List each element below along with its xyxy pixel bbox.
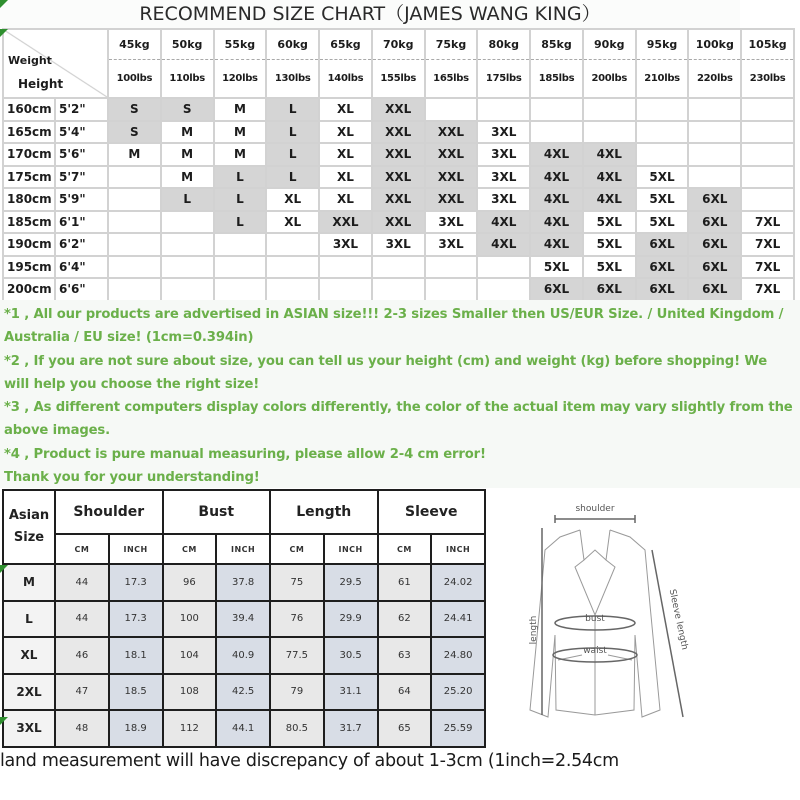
- inch-value-cell: 18.9: [109, 710, 163, 747]
- size-cell: 5XL: [530, 256, 583, 279]
- size-cell: [741, 166, 794, 189]
- size-label-cell: XL: [3, 637, 55, 674]
- measurement-row: [3, 637, 485, 674]
- note-3: *3 , As different computers display colors differently, the color of the actual item may vary slightly from the above images.: [4, 400, 793, 439]
- size-cell: 6XL: [530, 278, 583, 301]
- weight-kg-header: 60kg: [266, 29, 319, 59]
- jacket-measurement-diagram: [500, 495, 690, 735]
- size-cell: 4XL: [477, 233, 530, 256]
- size-cell: M: [108, 143, 161, 166]
- size-chart-row: [3, 233, 794, 256]
- cm-value-cell: 44: [55, 564, 109, 601]
- weight-lbs-header: 130lbs: [266, 59, 319, 98]
- size-cell: 6XL: [688, 278, 741, 301]
- asian-size-header: Asian Size: [3, 490, 55, 564]
- height-ft-cell: 6'4": [55, 256, 108, 279]
- size-cell: XXL: [372, 188, 425, 211]
- corner-mark-icon: [0, 565, 8, 573]
- cm-value-cell: 76: [270, 601, 324, 638]
- length-header: Length: [270, 490, 378, 534]
- inch-value-cell: 25.20: [431, 674, 485, 711]
- unit-inch-header: INCH: [109, 534, 163, 564]
- inch-value-cell: 31.7: [324, 710, 378, 747]
- size-cell: L: [266, 166, 319, 189]
- size-cell: 5XL: [636, 211, 689, 234]
- height-cm-cell: 195cm: [3, 256, 55, 279]
- inch-value-cell: 25.59: [431, 710, 485, 747]
- inch-value-cell: 17.3: [109, 564, 163, 601]
- size-cell: [688, 143, 741, 166]
- size-cell: 3XL: [319, 233, 372, 256]
- inch-value-cell: 29.9: [324, 601, 378, 638]
- jacket-outline-icon: [500, 495, 690, 735]
- size-cell: XXL: [425, 143, 478, 166]
- note-1: *1 , All our products are advertised in ASIAN size!!! 2-3 sizes Smaller then US/EUR Size. / United Kingdom / Australia / EU size! (1cm=0.394in): [4, 307, 784, 346]
- weight-lbs-header-row: [3, 59, 794, 98]
- chart-title: RECOMMEND SIZE CHART（JAMES WANG KING）: [0, 0, 740, 28]
- size-cell: XXL: [425, 121, 478, 144]
- size-cell: [108, 233, 161, 256]
- size-cell: XXL: [372, 166, 425, 189]
- inch-value-cell: 18.5: [109, 674, 163, 711]
- size-cell: [108, 256, 161, 279]
- inch-value-cell: 30.5: [324, 637, 378, 674]
- weight-kg-header: 80kg: [477, 29, 530, 59]
- weight-kg-header: 45kg: [108, 29, 161, 59]
- size-chart-row: [3, 278, 794, 301]
- size-cell: [741, 98, 794, 121]
- size-cell: XL: [319, 143, 372, 166]
- size-cell: L: [266, 98, 319, 121]
- size-cell: 6XL: [688, 188, 741, 211]
- size-cell: 7XL: [741, 211, 794, 234]
- cm-value-cell: 96: [163, 564, 217, 601]
- cm-value-cell: 61: [378, 564, 432, 601]
- measurement-row: [3, 601, 485, 638]
- cm-value-cell: 47: [55, 674, 109, 711]
- size-cell: XL: [319, 121, 372, 144]
- size-cell: [530, 121, 583, 144]
- size-cell: 4XL: [530, 233, 583, 256]
- size-cell: S: [161, 98, 214, 121]
- size-cell: 6XL: [688, 233, 741, 256]
- length-label: length: [529, 615, 539, 645]
- cm-value-cell: 75: [270, 564, 324, 601]
- size-cell: [266, 278, 319, 301]
- weight-kg-header: 50kg: [161, 29, 214, 59]
- weight-kg-header: 65kg: [319, 29, 372, 59]
- weight-kg-header: 75kg: [425, 29, 478, 59]
- size-cell: 5XL: [636, 188, 689, 211]
- size-cell: 3XL: [425, 211, 478, 234]
- inch-value-cell: 44.1: [216, 710, 270, 747]
- size-cell: [372, 278, 425, 301]
- size-cell: L: [214, 166, 267, 189]
- measurement-row: [3, 710, 485, 747]
- size-chart-table: [2, 28, 795, 302]
- weight-height-corner-cell: [3, 29, 108, 98]
- size-cell: [108, 211, 161, 234]
- measurement-group-header-row: [3, 490, 485, 534]
- size-cell: M: [161, 166, 214, 189]
- size-cell: 3XL: [477, 143, 530, 166]
- measurement-row: [3, 674, 485, 711]
- inch-value-cell: 17.3: [109, 601, 163, 638]
- size-cell: M: [214, 143, 267, 166]
- cm-value-cell: 104: [163, 637, 217, 674]
- size-cell: L: [214, 211, 267, 234]
- size-chart-row: [3, 143, 794, 166]
- height-ft-cell: 6'1": [55, 211, 108, 234]
- weight-lbs-header: 185lbs: [530, 59, 583, 98]
- size-cell: 4XL: [583, 188, 636, 211]
- height-cm-cell: 190cm: [3, 233, 55, 256]
- size-cell: 3XL: [477, 121, 530, 144]
- size-cell: XL: [266, 211, 319, 234]
- size-cell: M: [214, 121, 267, 144]
- cm-value-cell: 46: [55, 637, 109, 674]
- size-cell: L: [266, 143, 319, 166]
- size-cell: [319, 278, 372, 301]
- inch-value-cell: 39.4: [216, 601, 270, 638]
- size-cell: [425, 98, 478, 121]
- weight-lbs-header: 220lbs: [688, 59, 741, 98]
- size-cell: 6XL: [688, 211, 741, 234]
- height-cm-cell: 160cm: [3, 98, 55, 121]
- size-chart-row: [3, 211, 794, 234]
- unit-cm-header: CM: [378, 534, 432, 564]
- size-cell: [583, 98, 636, 121]
- size-cell: [161, 233, 214, 256]
- size-chart-row: [3, 188, 794, 211]
- cm-value-cell: 65: [378, 710, 432, 747]
- weight-lbs-header: 230lbs: [741, 59, 794, 98]
- height-cm-cell: 175cm: [3, 166, 55, 189]
- inch-value-cell: 31.1: [324, 674, 378, 711]
- height-ft-cell: 5'6": [55, 143, 108, 166]
- size-cell: [108, 188, 161, 211]
- cm-value-cell: 77.5: [270, 637, 324, 674]
- corner-mark-icon: [0, 717, 8, 725]
- size-cell: [477, 256, 530, 279]
- size-cell: [477, 98, 530, 121]
- weight-lbs-header: 120lbs: [214, 59, 267, 98]
- size-cell: [214, 256, 267, 279]
- height-cm-cell: 180cm: [3, 188, 55, 211]
- inch-value-cell: 40.9: [216, 637, 270, 674]
- cm-value-cell: 108: [163, 674, 217, 711]
- size-cell: M: [214, 98, 267, 121]
- size-chart-row: [3, 121, 794, 144]
- size-cell: [319, 256, 372, 279]
- size-cell: 4XL: [530, 188, 583, 211]
- size-cell: 6XL: [583, 278, 636, 301]
- size-cell: 3XL: [425, 233, 478, 256]
- size-cell: S: [108, 121, 161, 144]
- size-label-cell: M: [3, 564, 55, 601]
- weight-kg-header: 70kg: [372, 29, 425, 59]
- weight-lbs-header: 155lbs: [372, 59, 425, 98]
- cm-value-cell: 63: [378, 637, 432, 674]
- height-cm-cell: 165cm: [3, 121, 55, 144]
- size-cell: XXL: [372, 143, 425, 166]
- inch-value-cell: 37.8: [216, 564, 270, 601]
- height-ft-cell: 5'9": [55, 188, 108, 211]
- size-cell: 4XL: [530, 211, 583, 234]
- size-cell: 6XL: [636, 256, 689, 279]
- size-cell: [108, 278, 161, 301]
- waist-label: waist: [583, 646, 607, 656]
- size-cell: [636, 143, 689, 166]
- unit-cm-header: CM: [163, 534, 217, 564]
- size-chart-row: [3, 166, 794, 189]
- size-cell: [425, 256, 478, 279]
- weight-kg-header: 85kg: [530, 29, 583, 59]
- size-cell: [214, 233, 267, 256]
- size-cell: [688, 121, 741, 144]
- size-cell: [425, 278, 478, 301]
- notes-section: [0, 300, 800, 488]
- size-cell: 5XL: [583, 211, 636, 234]
- unit-cm-header: CM: [270, 534, 324, 564]
- measurement-unit-header-row: [3, 534, 485, 564]
- size-cell: [636, 121, 689, 144]
- cm-value-cell: 48: [55, 710, 109, 747]
- height-cm-cell: 170cm: [3, 143, 55, 166]
- unit-inch-header: INCH: [431, 534, 485, 564]
- size-cell: 7XL: [741, 278, 794, 301]
- size-cell: 5XL: [636, 166, 689, 189]
- bust-label: bust: [585, 614, 605, 624]
- size-cell: [741, 121, 794, 144]
- size-label-cell: L: [3, 601, 55, 638]
- size-cell: 5XL: [583, 233, 636, 256]
- size-cell: [530, 98, 583, 121]
- size-cell: [266, 256, 319, 279]
- weight-lbs-header: 210lbs: [636, 59, 689, 98]
- size-cell: [583, 121, 636, 144]
- size-cell: M: [161, 121, 214, 144]
- weight-kg-header: 100kg: [688, 29, 741, 59]
- cm-value-cell: 62: [378, 601, 432, 638]
- size-cell: 6XL: [636, 278, 689, 301]
- weight-lbs-header: 200lbs: [583, 59, 636, 98]
- title-background-strip: [742, 0, 800, 28]
- size-cell: XXL: [372, 121, 425, 144]
- size-cell: L: [161, 188, 214, 211]
- size-cell: 3XL: [372, 233, 425, 256]
- size-chart-row: [3, 256, 794, 279]
- size-cell: 4XL: [530, 143, 583, 166]
- height-ft-cell: 5'2": [55, 98, 108, 121]
- inch-value-cell: 18.1: [109, 637, 163, 674]
- cm-value-cell: 80.5: [270, 710, 324, 747]
- size-cell: [372, 256, 425, 279]
- note-4: *4 , Product is pure manual measuring, please allow 2-4 cm error!: [4, 446, 486, 462]
- size-cell: M: [161, 143, 214, 166]
- size-cell: L: [266, 121, 319, 144]
- measurement-table: [2, 489, 486, 748]
- unit-cm-header: CM: [55, 534, 109, 564]
- size-cell: [477, 278, 530, 301]
- inch-value-cell: 24.80: [431, 637, 485, 674]
- shoulder-label: shoulder: [575, 504, 615, 514]
- height-cm-cell: 200cm: [3, 278, 55, 301]
- size-chart-row: [3, 98, 794, 121]
- size-cell: 7XL: [741, 256, 794, 279]
- size-cell: [214, 278, 267, 301]
- size-cell: XL: [319, 166, 372, 189]
- height-axis-label: Height: [18, 77, 64, 91]
- size-cell: 7XL: [741, 233, 794, 256]
- height-ft-cell: 6'2": [55, 233, 108, 256]
- cm-value-cell: 79: [270, 674, 324, 711]
- corner-mark-icon: [0, 29, 8, 37]
- size-cell: 4XL: [530, 166, 583, 189]
- size-cell: 4XL: [583, 143, 636, 166]
- cm-value-cell: 100: [163, 601, 217, 638]
- size-cell: XL: [319, 188, 372, 211]
- height-ft-cell: 5'7": [55, 166, 108, 189]
- cm-value-cell: 112: [163, 710, 217, 747]
- height-ft-cell: 5'4": [55, 121, 108, 144]
- sleeve-length-label: Sleeve length: [666, 588, 690, 651]
- size-cell: XL: [266, 188, 319, 211]
- size-cell: 6XL: [636, 233, 689, 256]
- size-cell: [266, 233, 319, 256]
- weight-lbs-header: 110lbs: [161, 59, 214, 98]
- weight-lbs-header: 175lbs: [477, 59, 530, 98]
- cm-value-cell: 44: [55, 601, 109, 638]
- height-ft-cell: 6'6": [55, 278, 108, 301]
- size-cell: XXL: [425, 166, 478, 189]
- inch-value-cell: 42.5: [216, 674, 270, 711]
- weight-kg-header: 105kg: [741, 29, 794, 59]
- unit-inch-header: INCH: [216, 534, 270, 564]
- size-cell: 5XL: [583, 256, 636, 279]
- inch-value-cell: 29.5: [324, 564, 378, 601]
- size-cell: 4XL: [583, 166, 636, 189]
- note-thanks: Thank you for your understanding!: [4, 470, 260, 486]
- measurement-row: [3, 564, 485, 601]
- size-label-cell: 2XL: [3, 674, 55, 711]
- note-2: *2 , If you are not sure about size, you can tell us your height (cm) and weight (kg) before shopping! We will help you choose the right size!: [4, 353, 768, 392]
- weight-lbs-header: 100lbs: [108, 59, 161, 98]
- size-cell: XXL: [319, 211, 372, 234]
- size-cell: 6XL: [688, 256, 741, 279]
- sleeve-header: Sleeve: [378, 490, 486, 534]
- footer-disclaimer: land measurement will have discrepancy of about 1-3cm (1inch=2.54cm: [0, 751, 619, 771]
- size-cell: 3XL: [477, 166, 530, 189]
- size-cell: [161, 211, 214, 234]
- size-cell: XXL: [372, 98, 425, 121]
- size-cell: L: [214, 188, 267, 211]
- size-cell: [636, 98, 689, 121]
- shoulder-header: Shoulder: [55, 490, 163, 534]
- weight-kg-header: 55kg: [214, 29, 267, 59]
- weight-kg-header: 90kg: [583, 29, 636, 59]
- size-cell: [108, 166, 161, 189]
- inch-value-cell: 24.41: [431, 601, 485, 638]
- weight-lbs-header: 165lbs: [425, 59, 478, 98]
- size-cell: 4XL: [477, 211, 530, 234]
- weight-kg-header-row: [3, 29, 794, 59]
- corner-mark-icon: [0, 0, 8, 8]
- inch-value-cell: 24.02: [431, 564, 485, 601]
- unit-inch-header: INCH: [324, 534, 378, 564]
- weight-axis-label: Weight: [8, 54, 52, 67]
- size-cell: [741, 188, 794, 211]
- size-cell: [161, 256, 214, 279]
- weight-kg-header: 95kg: [636, 29, 689, 59]
- cm-value-cell: 64: [378, 674, 432, 711]
- size-cell: [688, 166, 741, 189]
- size-cell: XL: [319, 98, 372, 121]
- size-label-cell: 3XL: [3, 710, 55, 747]
- size-cell: [688, 98, 741, 121]
- size-cell: [741, 143, 794, 166]
- size-cell: XXL: [425, 188, 478, 211]
- size-cell: XXL: [372, 211, 425, 234]
- size-cell: [161, 278, 214, 301]
- weight-lbs-header: 140lbs: [319, 59, 372, 98]
- size-cell: 3XL: [477, 188, 530, 211]
- bust-header: Bust: [163, 490, 271, 534]
- size-cell: S: [108, 98, 161, 121]
- height-cm-cell: 185cm: [3, 211, 55, 234]
